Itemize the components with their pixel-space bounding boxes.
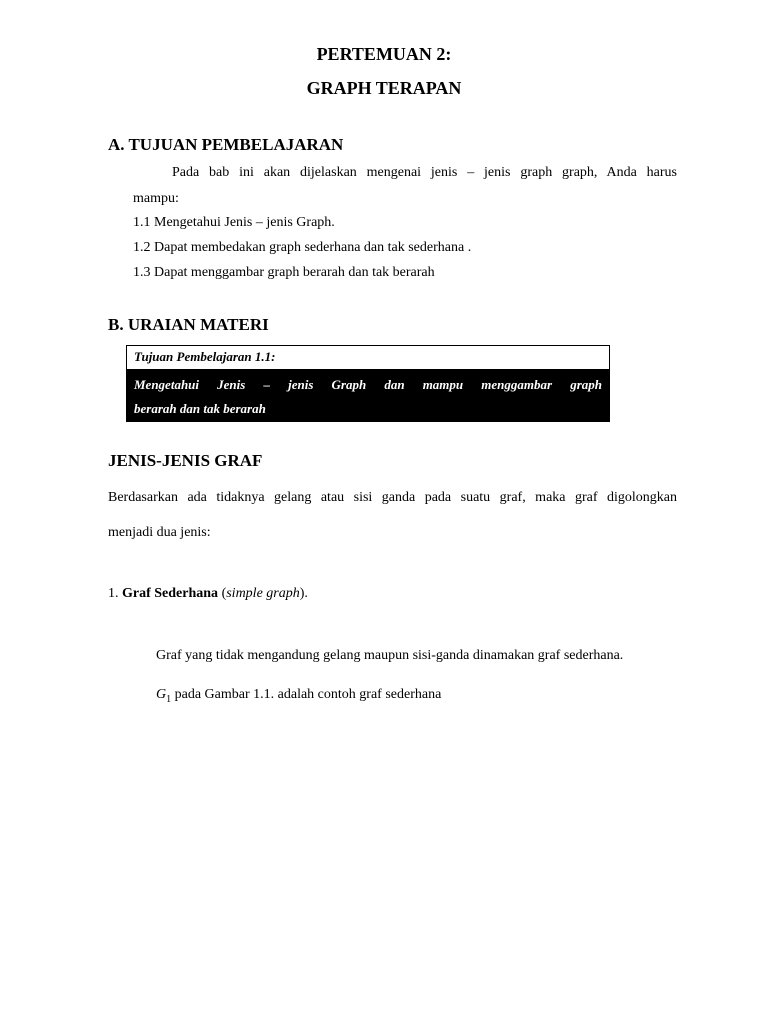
section-a-heading: A. TUJUAN PEMBELAJARAN xyxy=(108,135,344,154)
graf-sederhana-close: ). xyxy=(299,586,308,601)
section-b-heading: B. URAIAN MATERI xyxy=(108,315,269,334)
learning-objective-title: Tujuan Pembelajaran 1.1: xyxy=(127,346,609,370)
graf-sederhana-number: 1. xyxy=(108,586,119,601)
jenis-paragraph-line1: Berdasarkan ada tidaknya gelang atau sisi ganda pada suatu graf, maka graf digolongkan xyxy=(108,490,677,505)
graf-sederhana-english: simple graph xyxy=(226,586,300,601)
graph-variable-subscript: 1 xyxy=(166,693,172,705)
learning-objective-box xyxy=(126,345,610,422)
section-a-intro-line1: Pada bab ini akan dijelaskan mengenai jenis – jenis graph graph, Anda harus xyxy=(172,165,677,180)
document-title-line1: PERTEMUAN 2: xyxy=(316,44,452,64)
jenis-paragraph-line2: menjadi dua jenis: xyxy=(108,525,211,540)
objective-item-3: 1.3 Dapat menggambar graph berarah dan tak berarah xyxy=(133,265,435,280)
learning-objective-body xyxy=(127,370,609,422)
graf-sederhana-open: ( xyxy=(218,586,227,601)
objective-item-1: 1.1 Mengetahui Jenis – jenis Graph. xyxy=(133,215,335,230)
graf-sederhana-term: Graf Sederhana xyxy=(122,586,219,601)
graf-sederhana-definition: Graf yang tidak mengandung gelang maupun sisi-ganda dinamakan graf sederhana. xyxy=(156,648,624,663)
document-title-line2: GRAPH TERAPAN xyxy=(306,78,462,98)
learning-objective-line1: Mengetahui Jenis – jenis Graph dan mampu menggambar graph xyxy=(134,377,602,392)
section-a-intro-line2: mampu: xyxy=(133,191,179,206)
jenis-graf-heading: JENIS-JENIS GRAF xyxy=(108,451,263,470)
graf-sederhana-example xyxy=(156,686,441,709)
graf-sederhana-example-text: pada Gambar 1.1. adalah contoh graf sederhana xyxy=(171,687,442,702)
objective-item-2: 1.2 Dapat membedakan graph sederhana dan tak sederhana . xyxy=(133,240,472,255)
graf-sederhana-item xyxy=(108,585,308,603)
graph-variable: G xyxy=(156,687,167,702)
learning-objective-line2: berarah dan tak berarah xyxy=(134,401,266,416)
